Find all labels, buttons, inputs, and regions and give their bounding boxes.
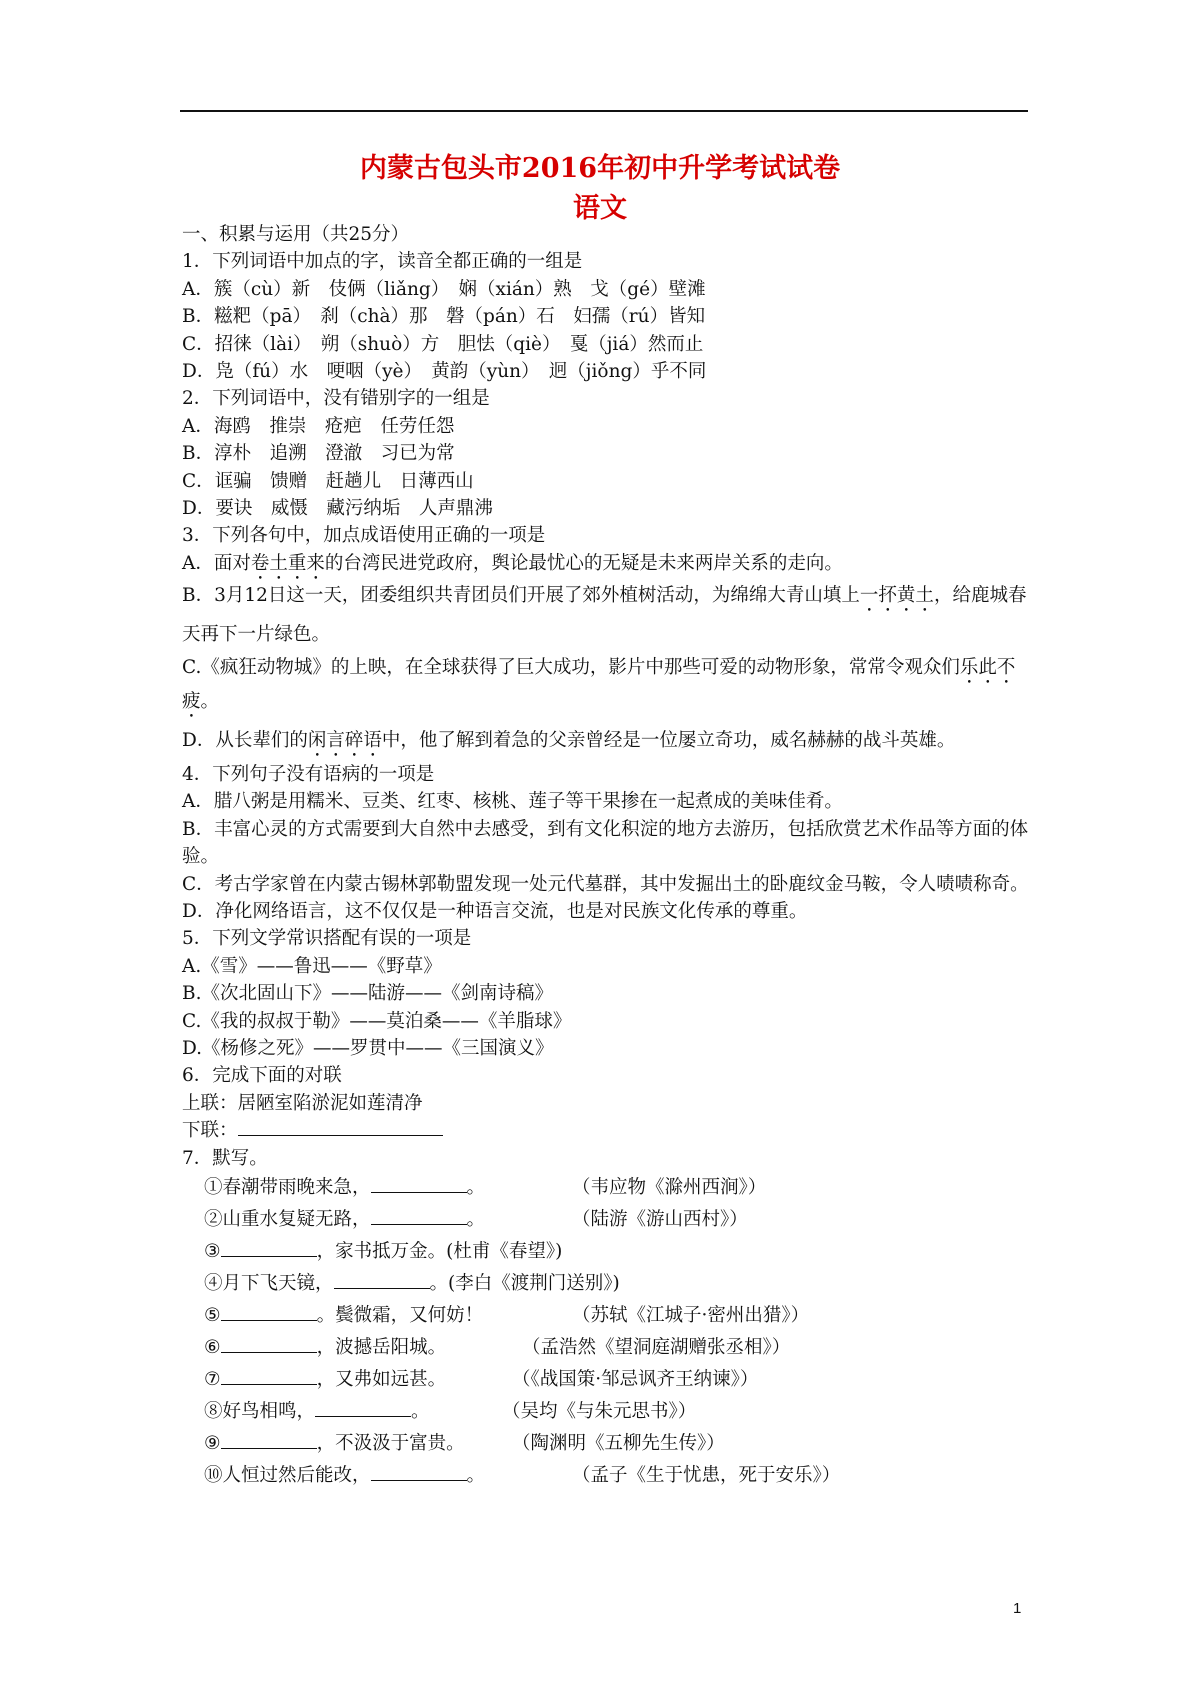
dictation-item: ④月下飞天镜， 。(李白《渡荆门送别》) bbox=[182, 1268, 1032, 1300]
q2-stem: 2．下列词语中，没有错别字的一组是 bbox=[182, 388, 490, 410]
dictation-item: ⑦ ，又弗如远甚。 （《战国策·邹忌讽齐王纳谏》） bbox=[182, 1364, 1032, 1396]
answer-blank[interactable] bbox=[371, 1174, 467, 1193]
couplet-upper: 上联：居陋室陷淤泥如莲清净 bbox=[182, 1092, 423, 1114]
source-citation: （孟浩然《望洞庭湖赠张丞相》） bbox=[522, 1336, 791, 1358]
dictation-item: ⑧好鸟相鸣， 。 （吴均《与朱元思书》） bbox=[182, 1396, 1032, 1428]
q6-stem: 6．完成下面的对联 bbox=[182, 1065, 342, 1087]
answer-blank[interactable] bbox=[221, 1302, 317, 1321]
header-rule bbox=[180, 110, 1028, 112]
q1-option-a: A．簇（cù）新 伎俩（liǎng） 娴（xián）熟 戈（gé）壁滩 bbox=[182, 278, 706, 300]
source-citation: （吴均《与朱元思书》） bbox=[502, 1400, 697, 1422]
dictation-item: ⑥ ，波撼岳阳城。 （孟浩然《望洞庭湖赠张丞相》） bbox=[182, 1332, 1032, 1364]
q3-option-c: C.《疯狂动物城》的上映，在全球获得了巨大成功，影片中那些可爱的动物形象，常常令观众们乐此不疲。 bbox=[182, 657, 1016, 713]
dictation-list bbox=[182, 1172, 1032, 1492]
q7-stem: 7．默写。 bbox=[182, 1147, 268, 1169]
section-heading: 一、积累与运用（共25分） bbox=[182, 224, 410, 245]
source-citation: （孟子《生于忧患，死于安乐》） bbox=[572, 1464, 841, 1486]
exam-body bbox=[182, 221, 1032, 1492]
dotted-idiom: 闲言碎语 bbox=[307, 730, 382, 752]
q1-option-d: D．凫（fú）水 哽咽（yè） 黄韵（yùn） 迥（jiǒng）乎不同 bbox=[182, 360, 707, 382]
answer-blank[interactable] bbox=[221, 1334, 317, 1353]
dictation-item: ⑨ ，不汲汲于富贵。 （陶渊明《五柳先生传》） bbox=[182, 1428, 1032, 1460]
q4-option-c: C．考古学家曾在内蒙古锡林郭勒盟发现一处元代墓群，其中发掘出土的卧鹿纹金马鞍，令人啧啧称奇。 bbox=[182, 873, 1029, 895]
q3-option-a: A．面对卷土重来的台湾民进党政府，舆论最忧心的无疑是未来两岸关系的走向。 bbox=[182, 552, 843, 574]
q5-option-c: C.《我的叔叔于勒》——莫泊桑——《羊脂球》 bbox=[182, 1010, 572, 1032]
answer-blank[interactable] bbox=[315, 1398, 411, 1417]
dotted-idiom: 卷土重来 bbox=[250, 552, 325, 574]
q2-option-a: A．海鸥 推崇 疮疤 任劳任怨 bbox=[182, 415, 455, 437]
answer-blank[interactable] bbox=[221, 1238, 317, 1257]
q5-option-d: D.《杨修之死》——罗贯中——《三国演义》 bbox=[182, 1038, 554, 1060]
dictation-item: ①春潮带雨晚来急， 。 （韦应物《滁州西涧》） bbox=[182, 1172, 1032, 1204]
source-citation: （苏轼《江城子·密州出猎》） bbox=[572, 1304, 810, 1326]
source-citation: (杜甫《春望》) bbox=[446, 1240, 563, 1262]
exam-subject: 语文 bbox=[573, 193, 627, 224]
q1-option-b: B．糍粑（pā） 刹（chà）那 磐（pán）石 妇孺（rú）皆知 bbox=[182, 306, 706, 328]
answer-blank[interactable] bbox=[221, 1430, 317, 1449]
exam-title: 内蒙古包头市2016年初中升学考试试卷 bbox=[359, 153, 841, 184]
answer-blank[interactable] bbox=[238, 1117, 443, 1136]
q2-option-d: D．要诀 威慑 藏污纳垢 人声鼎沸 bbox=[182, 497, 493, 519]
q4-option-d: D．净化网络语言，这不仅仅是一种语言交流，也是对民族文化传承的尊重。 bbox=[182, 901, 808, 923]
source-citation: （韦应物《滁州西涧》） bbox=[572, 1176, 767, 1198]
dotted-idiom: 一抔黄土 bbox=[859, 585, 934, 607]
dotted-idiom: 乐此不疲 bbox=[182, 657, 1016, 713]
q4-option-b: B．丰富心灵的方式需要到大自然中去感受，到有文化积淀的地方去游历，包括欣赏艺术作品等方面的体验。 bbox=[182, 818, 1029, 868]
q4-option-a: A．腊八粥是用糯米、豆类、红枣、核桃、莲子等干果掺在一起煮成的美味佳肴。 bbox=[182, 791, 843, 813]
answer-blank[interactable] bbox=[371, 1462, 467, 1481]
q5-option-a: A.《雪》——鲁迅——《野草》 bbox=[182, 955, 442, 977]
dictation-item: ⑩人恒过然后能改， 。 （孟子《生于忧患，死于安乐》） bbox=[182, 1460, 1032, 1492]
page-number: 1 bbox=[1013, 1600, 1022, 1617]
q4-stem: 4．下列句子没有语病的一项是 bbox=[182, 764, 435, 786]
q1-option-c: C．招徕（lài） 朔（shuò）方 胆怯（qiè） 戛（jiá）然而止 bbox=[182, 333, 704, 355]
q5-option-b: B.《次北固山下》——陆游——《剑南诗稿》 bbox=[182, 983, 553, 1005]
dictation-item: ③ ，家书抵万金。(杜甫《春望》) bbox=[182, 1236, 1032, 1268]
q2-option-b: B．淳朴 追溯 澄澈 习已为常 bbox=[182, 443, 455, 465]
source-citation: (李白《渡荆门送别》) bbox=[448, 1272, 620, 1294]
q3-option-d: D．从长辈们的闲言碎语中，他了解到着急的父亲曾经是一位屡立奇功，威名赫赫的战斗英雄。 bbox=[182, 730, 956, 752]
answer-blank[interactable] bbox=[221, 1366, 317, 1385]
q3-stem: 3．下列各句中，加点成语使用正确的一项是 bbox=[182, 525, 546, 547]
q2-option-c: C．诓骗 馈赠 赶趟儿 日薄西山 bbox=[182, 470, 474, 492]
q1-stem: 1．下列词语中加点的字，读音全都正确的一组是 bbox=[182, 251, 583, 273]
q3-option-b: B．3月12日这一天，团委组织共青团员们开展了郊外植树活动，为绵绵大青山填上一抔黄土，给鹿城春天再下一片绿色。 bbox=[182, 585, 1027, 646]
dictation-item: ②山重水复疑无路， 。 （陆游《游山西村》） bbox=[182, 1204, 1032, 1236]
source-citation: （陆游《游山西村》） bbox=[572, 1208, 748, 1230]
source-citation: （陶渊明《五柳先生传》） bbox=[512, 1432, 725, 1454]
answer-blank[interactable] bbox=[334, 1270, 430, 1289]
source-citation: （《战国策·邹忌讽齐王纳谏》） bbox=[512, 1368, 759, 1390]
q5-stem: 5．下列文学常识搭配有误的一项是 bbox=[182, 928, 472, 950]
answer-blank[interactable] bbox=[371, 1206, 467, 1225]
dictation-item: ⑤ 。鬓微霜，又何妨！ （苏轼《江城子·密州出猎》） bbox=[182, 1300, 1032, 1332]
couplet-lower: 下联： bbox=[182, 1117, 1032, 1144]
